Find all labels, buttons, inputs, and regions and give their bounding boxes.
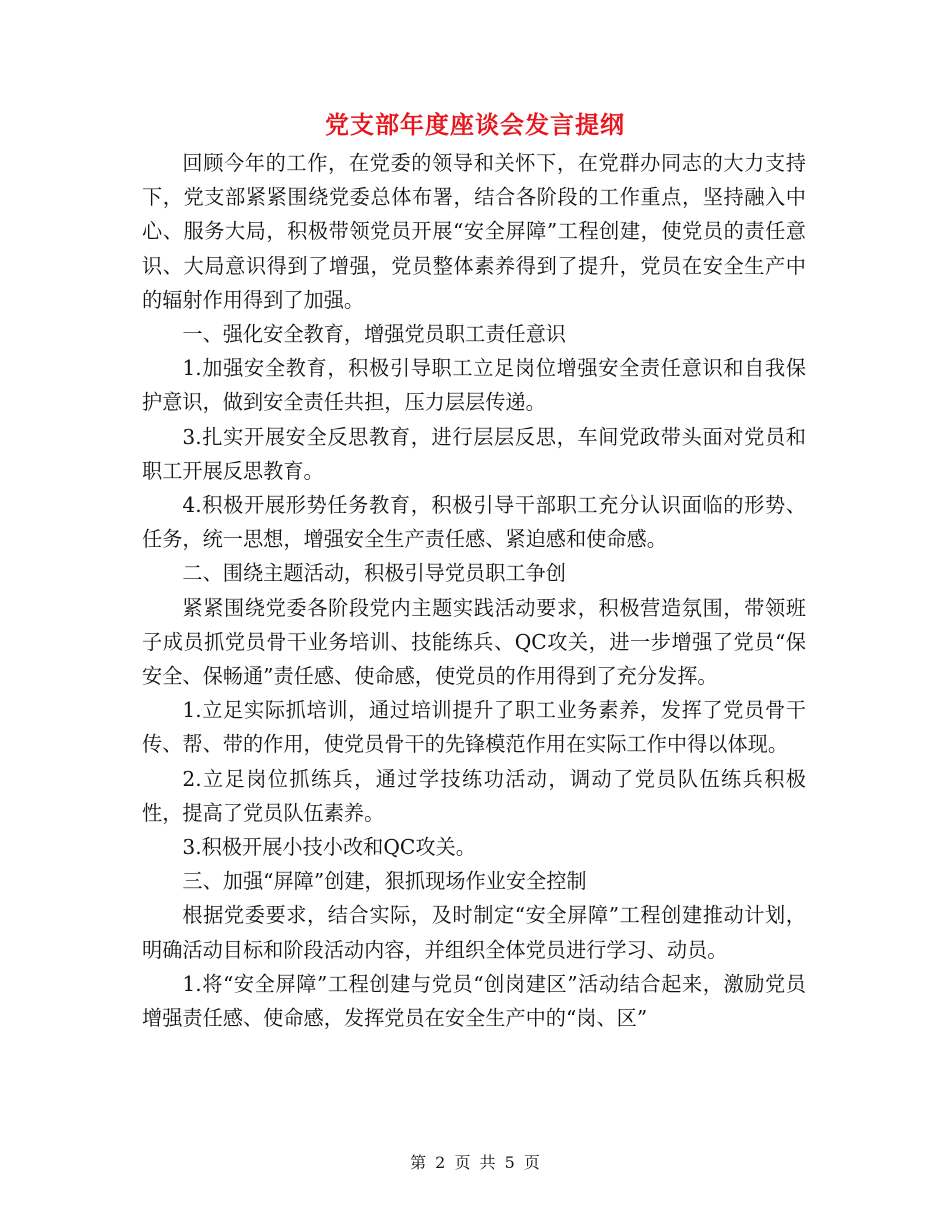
paragraph-section-intro: 根据党委要求，结合实际，及时制定“安全屏障”工程创建推动计划，明确活动目标和阶段活动内容，并组织全体党员进行学习、动员。 — [142, 903, 806, 962]
document-body — [142, 146, 806, 1035]
paragraph-section-intro: 紧紧围绕党委各阶段党内主题实践活动要求，积极营造氛围，带领班子成员抓党员骨干业务培训、技能练兵、QC攻关，进一步增强了党员“保安全、保畅通”责任感、使命感，使党员的作用得到了充分发挥。 — [142, 595, 806, 689]
paragraph-intro: 回顾今年的工作，在党委的领导和关怀下，在党群办同志的大力支持下，党支部紧紧围绕党委总体布署，结合各阶段的工作重点，坚持融入中心、服务大局，积极带领党员开展“安全屏障”工程创建，使党员的责任意识、大局意识得到了增强，党员整体素养得到了提升，党员在安全生产中的辐射作用得到了加强。 — [142, 151, 806, 312]
paragraph-item: 4.积极开展形势任务教育，积极引导干部职工充分认识面临的形势、任务，统一思想，增强安全生产责任感、紧迫感和使命感。 — [142, 493, 806, 552]
document-title: 党支部年度座谈会发言提纲 — [325, 110, 625, 139]
paragraph-item: 3.积极开展小技小改和QC攻关。 — [182, 835, 476, 860]
section-heading-2: 二、围绕主题活动，积极引导党员职工争创 — [182, 561, 566, 586]
paragraph-item: 1.立足实际抓培训，通过培训提升了职工业务素养，发挥了党员骨干传、帮、带的作用，使党员骨干的先锋模范作用在实际工作中得以体现。 — [142, 698, 806, 757]
section-heading-1: 一、强化安全教育，增强党员职工责任意识 — [182, 322, 566, 347]
page-number-footer: 第 2 页 共 5 页 — [410, 1153, 540, 1172]
paragraph-item: 2.立足岗位抓练兵，通过学技练功活动，调动了党员队伍练兵积极性，提高了党员队伍素养。 — [142, 766, 806, 825]
section-heading-3: 三、加强“屏障”创建，狠抓现场作业安全控制 — [182, 869, 587, 894]
paragraph-item: 1.将“安全屏障”工程创建与党员“创岗建区”活动结合起来，激励党员增强责任感、使命感，发挥党员在安全生产中的“岗、区” — [142, 971, 806, 1031]
paragraph-item: 1.加强安全教育，积极引导职工立足岗位增强安全责任意识和自我保护意识，做到安全责任共担，压力层层传递。 — [142, 356, 806, 415]
paragraph-item: 3.扎实开展安全反思教育，进行层层反思，车间党政带头面对党员和职工开展反思教育。 — [142, 424, 806, 483]
